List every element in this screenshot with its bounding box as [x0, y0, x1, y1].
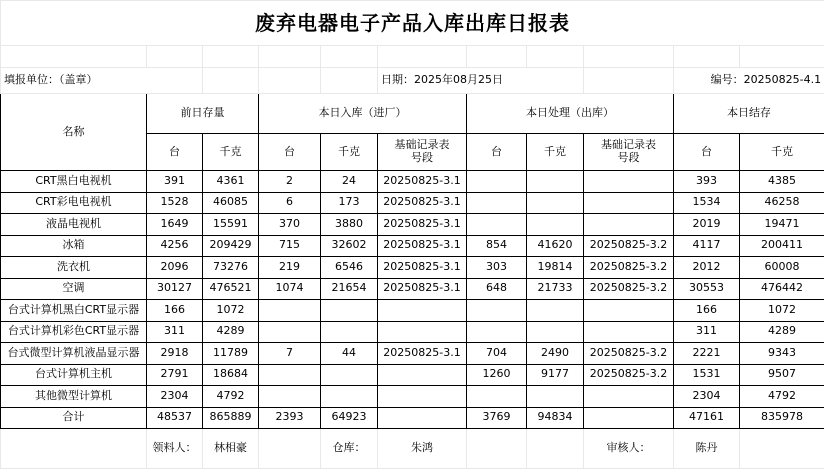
- cell[interactable]: [259, 46, 321, 68]
- balance-pieces-cell[interactable]: 1531: [674, 364, 740, 386]
- in-pieces-cell[interactable]: [259, 364, 321, 386]
- prev-stock-kg-cell[interactable]: 18684: [203, 364, 259, 386]
- balance-kg-cell[interactable]: 1072: [740, 300, 824, 322]
- balance-kg-cell[interactable]: 4792: [740, 386, 824, 408]
- out-record-no-cell[interactable]: [584, 407, 674, 429]
- table-row: [1, 386, 824, 408]
- cell[interactable]: [259, 429, 321, 469]
- in-record-no-cell[interactable]: 20250825-3.1: [378, 214, 467, 236]
- table-row: [1, 192, 824, 214]
- balance-kg-cell[interactable]: 835978: [740, 407, 824, 429]
- receiver-name[interactable]: 林相豪: [203, 429, 259, 469]
- in-kg-cell[interactable]: 173: [321, 192, 378, 214]
- out-kg-cell[interactable]: [527, 300, 584, 322]
- in-kg-cell[interactable]: 44: [321, 343, 378, 365]
- out-kg-cell[interactable]: 41620: [527, 235, 584, 257]
- in-record-no-cell[interactable]: 20250825-3.1: [378, 257, 467, 279]
- balance-pieces-cell[interactable]: 4117: [674, 235, 740, 257]
- item-name-cell[interactable]: 合计: [1, 407, 147, 429]
- prev-stock-pieces-cell[interactable]: 311: [147, 321, 203, 343]
- table-row: [1, 300, 824, 322]
- item-name-cell[interactable]: 台式计算机黑白CRT显示器: [1, 300, 147, 322]
- out-kg-cell[interactable]: [527, 192, 584, 214]
- out-kg-cell[interactable]: 2490: [527, 343, 584, 365]
- out-pieces-cell[interactable]: 854: [467, 235, 527, 257]
- header-unit-kg[interactable]: 千克: [527, 134, 584, 171]
- cell[interactable]: [584, 68, 674, 94]
- cell[interactable]: [378, 46, 467, 68]
- header-record-no[interactable]: 基础记录表 号段: [584, 134, 674, 171]
- header-unit-kg[interactable]: 千克: [740, 134, 824, 171]
- prev-stock-pieces-cell[interactable]: 2096: [147, 257, 203, 279]
- out-record-no-cell[interactable]: 20250825-3.2: [584, 235, 674, 257]
- out-kg-cell[interactable]: [527, 386, 584, 408]
- header-record-no[interactable]: 基础记录表 号段: [378, 134, 467, 171]
- prev-stock-kg-cell[interactable]: 476521: [203, 278, 259, 300]
- prev-stock-pieces-cell[interactable]: 2791: [147, 364, 203, 386]
- table-row: [1, 235, 824, 257]
- out-pieces-cell[interactable]: [467, 321, 527, 343]
- report-date[interactable]: 日期：2025年08月25日: [378, 68, 584, 94]
- out-pieces-cell[interactable]: [467, 192, 527, 214]
- in-record-no-cell[interactable]: 20250825-3.1: [378, 278, 467, 300]
- cell[interactable]: [259, 68, 321, 94]
- item-name-cell[interactable]: 空调: [1, 278, 147, 300]
- table-row: [1, 321, 824, 343]
- out-record-no-cell[interactable]: [584, 300, 674, 322]
- prev-stock-pieces-cell[interactable]: 391: [147, 171, 203, 193]
- item-name-cell[interactable]: 其他微型计算机: [1, 386, 147, 408]
- prev-stock-kg-cell[interactable]: 46085: [203, 192, 259, 214]
- in-kg-cell[interactable]: 32602: [321, 235, 378, 257]
- balance-kg-cell[interactable]: 9507: [740, 364, 824, 386]
- balance-pieces-cell[interactable]: 2012: [674, 257, 740, 279]
- cell[interactable]: [321, 68, 378, 94]
- balance-pieces-cell[interactable]: 393: [674, 171, 740, 193]
- header-unit-kg[interactable]: 千克: [321, 134, 378, 171]
- out-kg-cell[interactable]: 94834: [527, 407, 584, 429]
- prev-stock-pieces-cell[interactable]: 48537: [147, 407, 203, 429]
- prev-stock-pieces-cell[interactable]: 4256: [147, 235, 203, 257]
- balance-pieces-cell[interactable]: 30553: [674, 278, 740, 300]
- table-row: [1, 343, 824, 365]
- out-kg-cell[interactable]: [527, 321, 584, 343]
- in-pieces-cell[interactable]: [259, 300, 321, 322]
- prev-stock-kg-cell[interactable]: 4289: [203, 321, 259, 343]
- out-kg-cell[interactable]: 19814: [527, 257, 584, 279]
- in-pieces-cell[interactable]: 2393: [259, 407, 321, 429]
- out-pieces-cell[interactable]: [467, 386, 527, 408]
- in-kg-cell[interactable]: [321, 386, 378, 408]
- out-pieces-cell[interactable]: 648: [467, 278, 527, 300]
- balance-kg-cell[interactable]: 476442: [740, 278, 824, 300]
- prev-stock-kg-cell[interactable]: 4361: [203, 171, 259, 193]
- cell[interactable]: [203, 68, 259, 94]
- balance-kg-cell[interactable]: 9343: [740, 343, 824, 365]
- cell[interactable]: [467, 429, 527, 469]
- out-kg-cell[interactable]: 9177: [527, 364, 584, 386]
- in-pieces-cell[interactable]: 6: [259, 192, 321, 214]
- out-record-no-cell[interactable]: [584, 171, 674, 193]
- cell[interactable]: [467, 46, 527, 68]
- warehouse-label[interactable]: 仓库：: [321, 429, 378, 469]
- cell[interactable]: [203, 46, 259, 68]
- balance-pieces-cell[interactable]: 1534: [674, 192, 740, 214]
- header-unit-pieces[interactable]: 台: [259, 134, 321, 171]
- warehouse-name[interactable]: 朱鸿: [378, 429, 467, 469]
- in-kg-cell[interactable]: 64923: [321, 407, 378, 429]
- in-kg-cell[interactable]: 3880: [321, 214, 378, 236]
- item-name-cell[interactable]: CRT黑白电视机: [1, 171, 147, 193]
- in-record-no-cell[interactable]: 20250825-3.1: [378, 235, 467, 257]
- item-name-cell[interactable]: CRT彩电电视机: [1, 192, 147, 214]
- in-record-no-cell[interactable]: 20250825-3.1: [378, 343, 467, 365]
- filing-unit[interactable]: 填报单位：（盖章）: [1, 68, 203, 94]
- in-pieces-cell[interactable]: [259, 386, 321, 408]
- in-record-no-cell[interactable]: [378, 321, 467, 343]
- out-kg-cell[interactable]: [527, 214, 584, 236]
- prev-stock-kg-cell[interactable]: 73276: [203, 257, 259, 279]
- prev-stock-kg-cell[interactable]: 4792: [203, 386, 259, 408]
- in-record-no-cell[interactable]: [378, 364, 467, 386]
- balance-pieces-cell[interactable]: 311: [674, 321, 740, 343]
- in-pieces-cell[interactable]: 219: [259, 257, 321, 279]
- header-unit-pieces[interactable]: 台: [674, 134, 740, 171]
- header-in[interactable]: 本日入库（进厂）: [259, 94, 467, 134]
- in-pieces-cell[interactable]: 7: [259, 343, 321, 365]
- in-pieces-cell[interactable]: 370: [259, 214, 321, 236]
- in-record-no-cell[interactable]: 20250825-3.1: [378, 192, 467, 214]
- in-kg-cell[interactable]: 24: [321, 171, 378, 193]
- table-row: [1, 214, 824, 236]
- header-out[interactable]: 本日处理（出库）: [467, 94, 674, 134]
- prev-stock-pieces-cell[interactable]: 30127: [147, 278, 203, 300]
- balance-kg-cell[interactable]: 4289: [740, 321, 824, 343]
- in-kg-cell[interactable]: [321, 321, 378, 343]
- prev-stock-pieces-cell[interactable]: 1649: [147, 214, 203, 236]
- out-record-no-cell[interactable]: [584, 192, 674, 214]
- cell[interactable]: [1, 429, 147, 469]
- item-name-cell[interactable]: 洗衣机: [1, 257, 147, 279]
- header-prev-stock[interactable]: 前日存量: [147, 94, 259, 134]
- reviewer-name[interactable]: 陈丹: [674, 429, 740, 469]
- prev-stock-kg-cell[interactable]: 865889: [203, 407, 259, 429]
- balance-pieces-cell[interactable]: 2019: [674, 214, 740, 236]
- cell[interactable]: [740, 429, 824, 469]
- in-kg-cell[interactable]: [321, 300, 378, 322]
- total-row: [1, 407, 824, 429]
- out-pieces-cell[interactable]: 1260: [467, 364, 527, 386]
- cell[interactable]: [740, 46, 824, 68]
- in-pieces-cell[interactable]: 2: [259, 171, 321, 193]
- out-pieces-cell[interactable]: [467, 171, 527, 193]
- balance-pieces-cell[interactable]: 2304: [674, 386, 740, 408]
- cell[interactable]: [584, 46, 674, 68]
- out-kg-cell[interactable]: 21733: [527, 278, 584, 300]
- out-record-no-cell[interactable]: [584, 321, 674, 343]
- out-record-no-cell[interactable]: 20250825-3.2: [584, 343, 674, 365]
- out-record-no-cell[interactable]: [584, 214, 674, 236]
- in-record-no-cell[interactable]: [378, 300, 467, 322]
- cell[interactable]: [674, 46, 740, 68]
- in-record-no-cell[interactable]: [378, 407, 467, 429]
- in-kg-cell[interactable]: 6546: [321, 257, 378, 279]
- header-unit-kg[interactable]: 千克: [203, 134, 259, 171]
- balance-kg-cell[interactable]: 4385: [740, 171, 824, 193]
- out-kg-cell[interactable]: [527, 171, 584, 193]
- item-name-cell[interactable]: 台式计算机主机: [1, 364, 147, 386]
- in-kg-cell[interactable]: [321, 364, 378, 386]
- in-pieces-cell[interactable]: [259, 321, 321, 343]
- item-name-cell[interactable]: 台式微型计算机液晶显示器: [1, 343, 147, 365]
- prev-stock-kg-cell[interactable]: 11789: [203, 343, 259, 365]
- balance-kg-cell[interactable]: 60008: [740, 257, 824, 279]
- out-pieces-cell[interactable]: [467, 300, 527, 322]
- reviewer-label[interactable]: 审核人：: [584, 429, 674, 469]
- out-pieces-cell[interactable]: 303: [467, 257, 527, 279]
- prev-stock-pieces-cell[interactable]: 2918: [147, 343, 203, 365]
- balance-kg-cell[interactable]: 46258: [740, 192, 824, 214]
- receiver-label[interactable]: 领料人：: [147, 429, 203, 469]
- in-pieces-cell[interactable]: 1074: [259, 278, 321, 300]
- in-record-no-cell[interactable]: [378, 386, 467, 408]
- item-name-cell[interactable]: 液晶电视机: [1, 214, 147, 236]
- balance-pieces-cell[interactable]: 47161: [674, 407, 740, 429]
- table-row: [1, 171, 824, 193]
- table-row: [1, 364, 824, 386]
- in-pieces-cell[interactable]: 715: [259, 235, 321, 257]
- in-record-no-cell[interactable]: 20250825-3.1: [378, 171, 467, 193]
- cell[interactable]: [321, 46, 378, 68]
- balance-kg-cell[interactable]: 19471: [740, 214, 824, 236]
- header-name[interactable]: 名称: [1, 94, 147, 171]
- header-unit-pieces[interactable]: 台: [147, 134, 203, 171]
- cell[interactable]: [1, 46, 147, 68]
- item-name-cell[interactable]: 冰箱: [1, 235, 147, 257]
- balance-pieces-cell[interactable]: 2221: [674, 343, 740, 365]
- balance-kg-cell[interactable]: 200411: [740, 235, 824, 257]
- prev-stock-kg-cell[interactable]: 1072: [203, 300, 259, 322]
- cell[interactable]: [527, 429, 584, 469]
- prev-stock-pieces-cell[interactable]: 1528: [147, 192, 203, 214]
- cell[interactable]: [147, 46, 203, 68]
- out-record-no-cell[interactable]: 20250825-3.2: [584, 278, 674, 300]
- report-number[interactable]: 编号：20250825-4.1: [674, 68, 824, 94]
- out-pieces-cell[interactable]: 3769: [467, 407, 527, 429]
- out-record-no-cell[interactable]: 20250825-3.2: [584, 257, 674, 279]
- header-balance[interactable]: 本日结存: [674, 94, 824, 134]
- prev-stock-pieces-cell[interactable]: 166: [147, 300, 203, 322]
- item-name-cell[interactable]: 台式计算机彩色CRT显示器: [1, 321, 147, 343]
- data-rows: [1, 171, 824, 429]
- out-pieces-cell[interactable]: [467, 214, 527, 236]
- table-row: [1, 257, 824, 279]
- prev-stock-kg-cell[interactable]: 209429: [203, 235, 259, 257]
- prev-stock-kg-cell[interactable]: 15591: [203, 214, 259, 236]
- balance-pieces-cell[interactable]: 166: [674, 300, 740, 322]
- cell[interactable]: [527, 46, 584, 68]
- header-unit-pieces[interactable]: 台: [467, 134, 527, 171]
- out-record-no-cell[interactable]: [584, 386, 674, 408]
- table-row: [1, 278, 824, 300]
- out-pieces-cell[interactable]: 704: [467, 343, 527, 365]
- out-record-no-cell[interactable]: 20250825-3.2: [584, 364, 674, 386]
- prev-stock-pieces-cell[interactable]: 2304: [147, 386, 203, 408]
- in-kg-cell[interactable]: 21654: [321, 278, 378, 300]
- report-title[interactable]: 废弃电器电子产品入库出库日报表: [1, 1, 824, 46]
